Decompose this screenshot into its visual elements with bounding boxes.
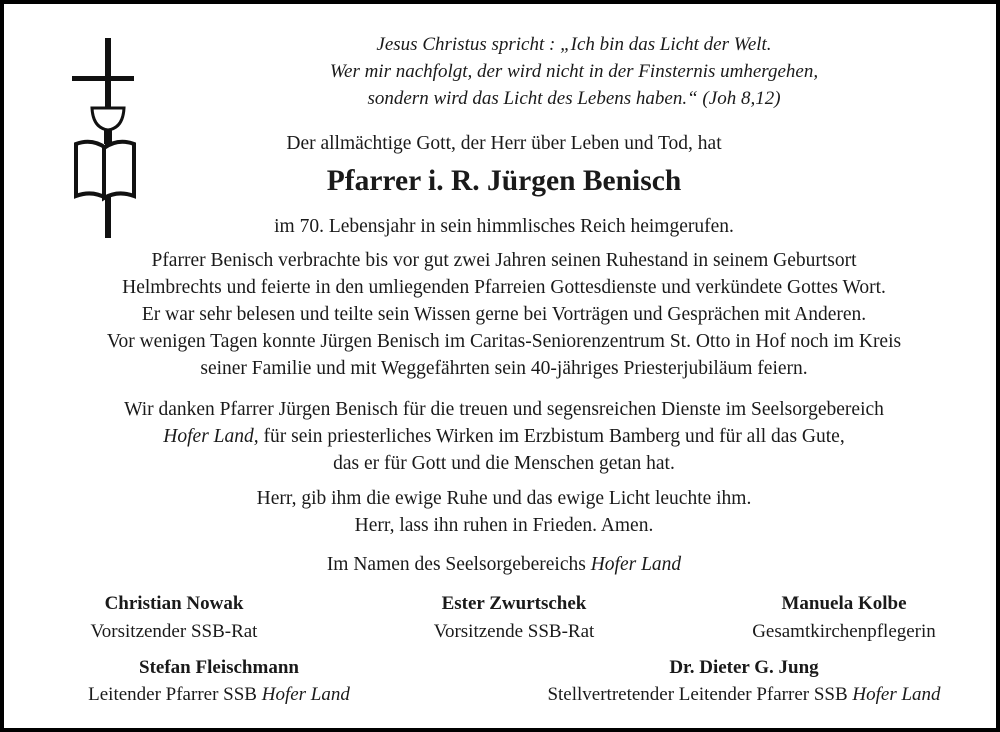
signatory-role-text: Vorsitzender SSB-Rat	[90, 621, 258, 642]
intro-line: Der allmächtige Gott, der Herr über Leben und Tod, hat	[286, 133, 722, 154]
biography-line: Helmbrechts und feierte in den umliegenden Pfarreien Gottesdienste und verkündete Gottes Wort.	[122, 277, 886, 298]
signatory-role-text: Gesamtkirchenpflegerin	[752, 621, 936, 642]
signatory-role	[724, 621, 964, 643]
signatory-role	[64, 621, 284, 643]
biography-line: Pfarrer Benisch verbrachte bis vor gut zwei Jahren seinen Ruhestand in seinem Geburtsort	[151, 250, 857, 271]
biography-line: Vor wenigen Tagen konnte Jürgen Benisch im Caritas-Seniorenzentrum St. Otto in Hof noch im Kreis	[106, 331, 902, 352]
deceased-name: Pfarrer i. R. Jürgen Benisch	[326, 165, 682, 197]
signatory-name: Christian Nowak	[104, 593, 244, 614]
scripture-quote-line-2: Wer mir nachfolgt, der wird nicht in der Finsternis umhergehen,	[329, 61, 819, 82]
signatory-role	[64, 684, 374, 706]
thanks-line-2-text: für sein priesterliches Wirken im Erzbistum Bamberg und für all das Gute,	[258, 426, 845, 447]
thanks-region-name: Hofer Land,	[163, 426, 259, 447]
on-behalf-region: Hofer Land	[590, 554, 682, 575]
biography-line: seiner Familie und mit Weggefährten sein 40-jähriges Priesterjubiläum feiern.	[200, 358, 808, 379]
signatory-role	[514, 684, 974, 706]
biography-line: Er war sehr belesen und teilte sein Wissen gerne bei Vorträgen und Gesprächen mit Anderen.	[141, 304, 867, 325]
signatory-name: Manuela Kolbe	[781, 593, 907, 614]
thanks-line-3: das er für Gott und die Menschen getan hat.	[333, 453, 675, 474]
signatory-role	[404, 621, 624, 643]
called-home-line: im 70. Lebensjahr in sein himmlisches Reich heimgerufen.	[274, 216, 734, 237]
signatory-name: Stefan Fleischmann	[139, 657, 299, 678]
signatory-role-italic: Hofer Land	[261, 684, 350, 705]
prayer-line-2: Herr, lass ihn ruhen in Frieden. Amen.	[354, 515, 654, 536]
prayer-line-1: Herr, gib ihm die ewige Ruhe und das ewige Licht leuchte ihm.	[256, 488, 752, 509]
scripture-quote-line-1: Jesus Christus spricht : „Ich bin das Licht der Welt.	[376, 34, 772, 55]
thanks-line-2	[4, 426, 1000, 448]
on-behalf-text: Im Namen des Seelsorgebereichs	[326, 554, 591, 575]
signatory-role-text: Stellvertretender Leitender Pfarrer SSB	[547, 684, 853, 705]
signatory-role-italic: Hofer Land	[852, 684, 941, 705]
on-behalf-line	[4, 554, 1000, 576]
signatory-name: Dr. Dieter G. Jung	[669, 657, 819, 678]
signatory-role-text: Leitender Pfarrer SSB	[88, 684, 262, 705]
signatory-name: Ester Zwurtschek	[441, 593, 587, 614]
thanks-line-1: Wir danken Pfarrer Jürgen Benisch für die treuen und segensreichen Dienste im Seelsorgebereich	[124, 399, 884, 420]
scripture-quote-line-3: sondern wird das Licht des Lebens haben.“ (Joh 8,12)	[367, 88, 781, 109]
signatory-role-text: Vorsitzende SSB-Rat	[433, 621, 595, 642]
